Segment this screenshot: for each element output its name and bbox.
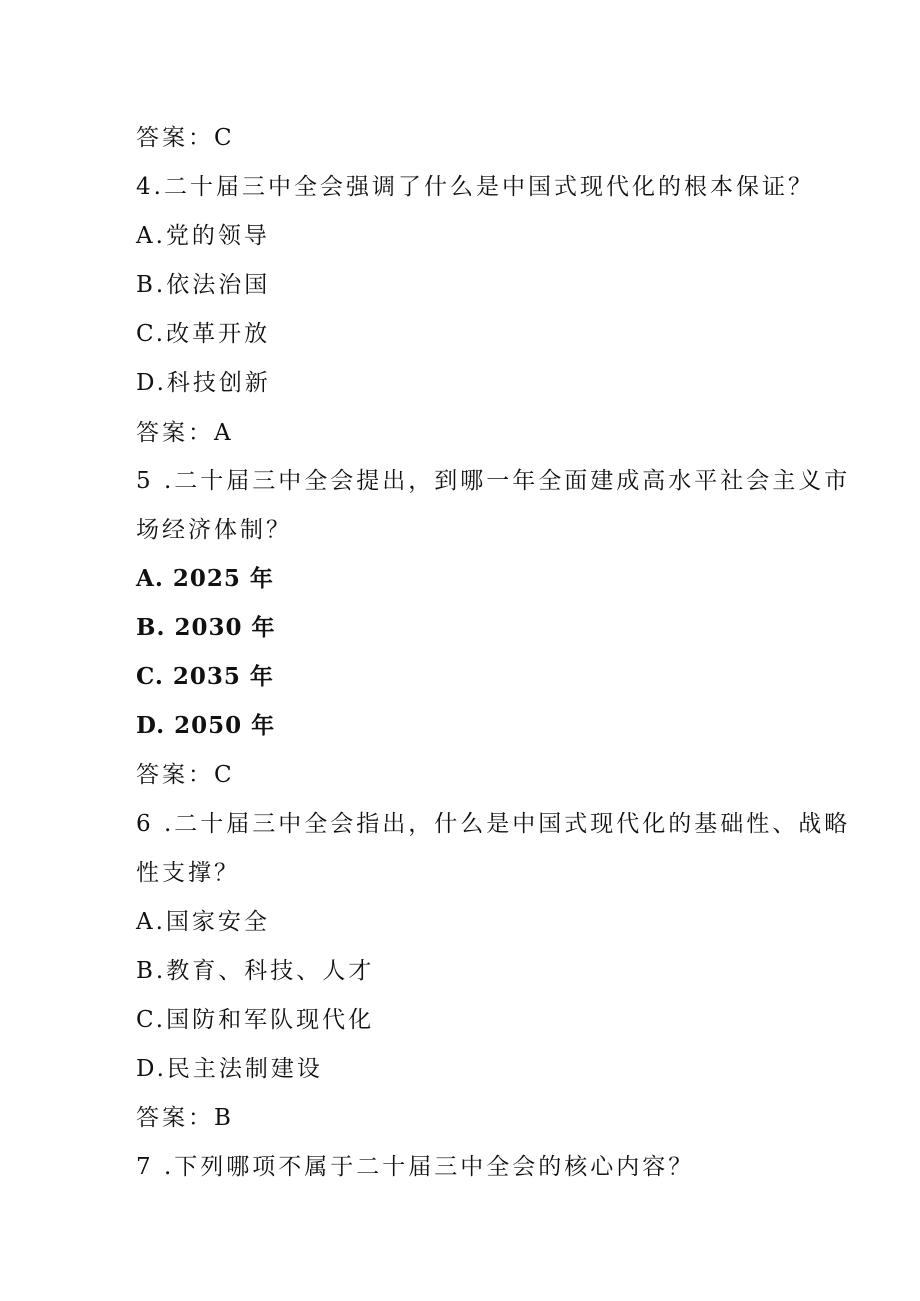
answer-q3: 答案：C (136, 125, 235, 151)
question-5-cont: 场经济体制？ (136, 517, 292, 543)
q6-option-c: C.国防和军队现代化 (136, 1007, 375, 1033)
answer-q5: 答案：C (136, 762, 235, 788)
q5-option-d: D. 2050 年 (136, 712, 276, 739)
q5-option-b: B. 2030 年 (136, 614, 276, 641)
q6-option-a: A.国家安全 (136, 909, 270, 935)
q4-option-d: D.科技创新 (136, 370, 271, 396)
q4-option-a: A.党的领导 (136, 223, 270, 249)
question-7: 7 .下列哪项不属于二十届三中全会的核心内容？ (136, 1154, 695, 1180)
q5-option-a: A. 2025 年 (136, 565, 274, 592)
q4-option-b: B.依法治国 (136, 272, 271, 298)
question-5: 5 .二十届三中全会提出，到哪一年全面建成高水平社会主义市 (136, 468, 851, 494)
q5-option-c: C. 2035 年 (136, 663, 274, 690)
q4-option-c: C.改革开放 (136, 321, 271, 347)
q6-option-d: D.民主法制建设 (136, 1056, 323, 1082)
question-4: 4.二十届三中全会强调了什么是中国式现代化的根本保证？ (136, 174, 814, 200)
question-6-cont: 性支撑？ (136, 860, 240, 886)
q6-option-b: B.教育、科技、人才 (136, 958, 375, 984)
answer-q4: 答案：A (136, 420, 234, 446)
answer-q6: 答案：B (136, 1105, 234, 1131)
question-6: 6 .二十届三中全会指出，什么是中国式现代化的基础性、战略 (136, 811, 851, 837)
